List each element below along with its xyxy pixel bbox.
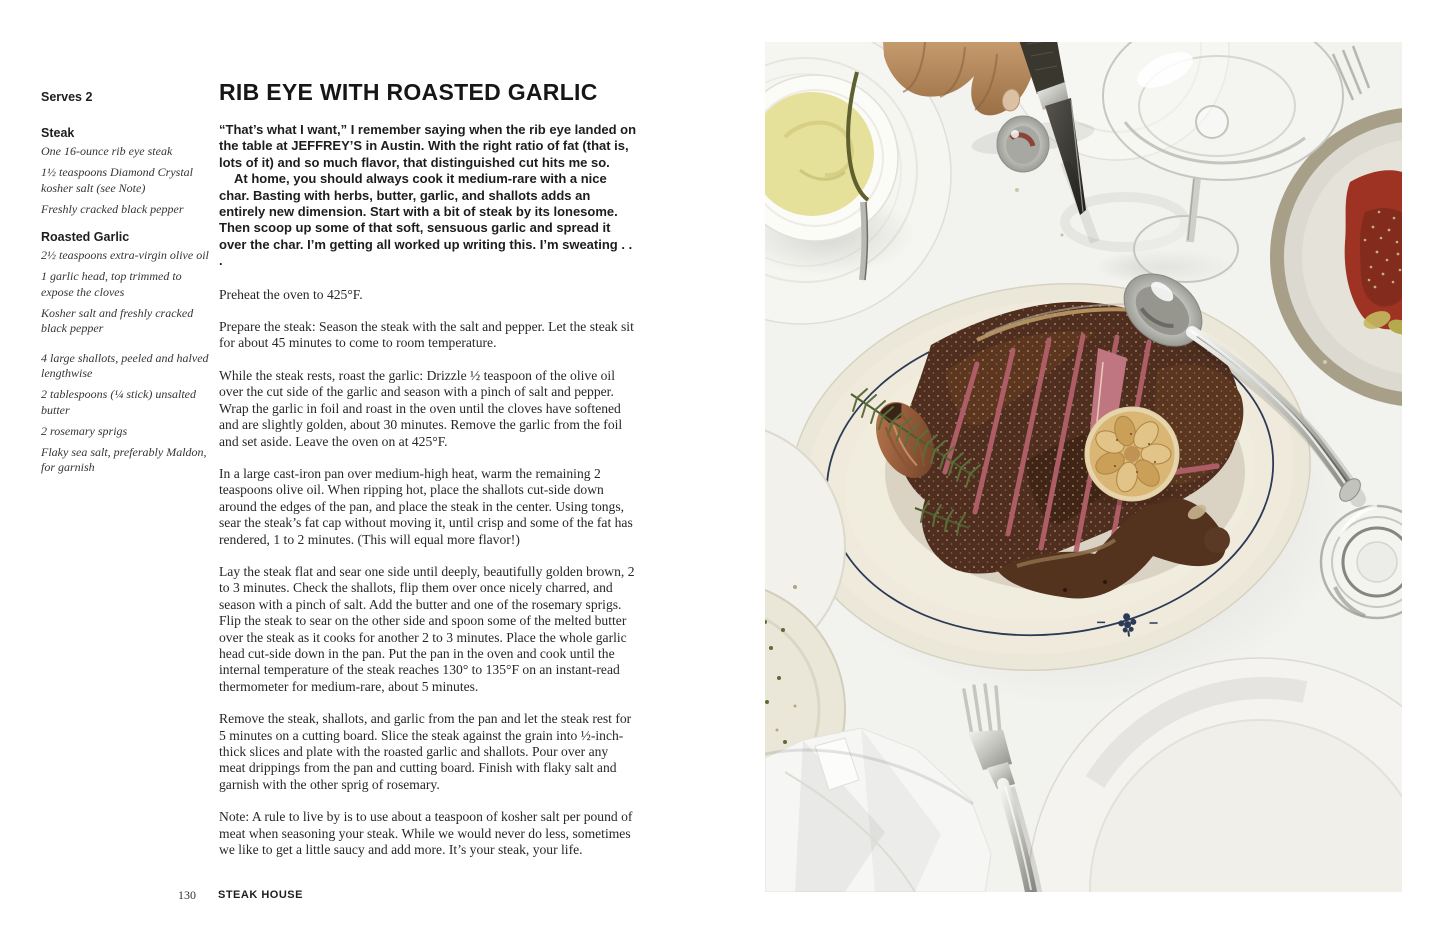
recipe-steps bbox=[219, 287, 638, 859]
ingredient-item: 4 large shallots, peeled and halved lengthwise bbox=[41, 350, 209, 380]
roasted-garlic-head bbox=[1085, 407, 1179, 506]
recipe-intro bbox=[219, 122, 638, 270]
ingredient-item: Flaky sea salt, preferably Maldon, for garnish bbox=[41, 445, 207, 475]
recipe-column bbox=[219, 79, 638, 874]
ingredient-group-steak bbox=[41, 126, 213, 217]
recipe-step: In a large cast-iron pan over medium-high heat, warm the remaining 2 teaspoons olive oil. When ripping hot, place the shallots cut-side down around the edges of the pan, and place the steak in the center. Using tongs, sear the steak’s fat cap without moving it, until crisp and some of the fat has rendered, 1 to 2 minutes. (This will equal more flavor!) bbox=[219, 465, 633, 547]
ingredient-group-roasted-garlic bbox=[41, 230, 213, 336]
ingredient-group-additional bbox=[41, 351, 213, 476]
ingredient-item: Freshly cracked black pepper bbox=[41, 201, 184, 216]
ingredient-item: 2 rosemary sprigs bbox=[41, 423, 128, 438]
recipe-step: Prepare the steak: Season the steak with the salt and pepper. Let the steak sit for about 45 minutes to come to room temperature. bbox=[219, 319, 634, 351]
recipe-step: Remove the steak, shallots, and garlic from the pan and let the steak rest for 5 minutes on a cutting board. Slice the steak against the grain into ½-inch-thick slices and plate with the roasted garlic and shallots. Pour over any meat drippings from the pan and cutting board. Finish with flaky salt and garnish with the other sprig of rosemary. bbox=[219, 711, 632, 792]
ingredient-item: One 16-ounce rib eye steak bbox=[41, 144, 173, 158]
ingredient-item: Kosher salt and freshly cracked black pepper bbox=[41, 306, 194, 336]
ingredient-item: 2½ teaspoons extra-virgin olive oil bbox=[41, 248, 209, 263]
recipe-step: While the steak rests, roast the garlic: Drizzle ½ teaspoon of the olive oil over the cut side of the garlic and season with a pinch of salt and pepper. Wrap the garlic in foil and roast in the oven until the cloves have softened and are slightly golden, about 30 minutes. Remove the garlic from the foil and set aside. Leave the oven on at 425°F. bbox=[219, 367, 623, 449]
recipe-note: Note: A rule to live by is to use about a teaspoon of kosher salt per pound of meat when seasoning your steak. While we would never do less, sometimes we like to get a little saucy and add more. It’s your steak, your life. bbox=[219, 809, 633, 858]
ingredients-column bbox=[41, 90, 213, 489]
ingredient-item: 1½ teaspoons Diamond Crystal kosher salt (see Note) bbox=[41, 165, 194, 195]
tasting-spoon bbox=[997, 116, 1049, 172]
intro-paragraph: “That’s what I want,” I remember saying when the rib eye landed on the table at JEFFREY’S in Austin. With the right ratio of fat (that is, lots of it) and so much flavor, that distinguished cut hits me so. bbox=[219, 122, 637, 170]
recipe-photo bbox=[765, 42, 1402, 892]
recipe-step: Preheat the oven to 425°F. bbox=[219, 286, 363, 302]
ingredient-item: 1 garlic head, top trimmed to expose the cloves bbox=[41, 269, 182, 299]
recipe-step: Lay the steak flat and sear one side until deeply, beautifully golden brown, 2 to 3 minutes. Check the shallots, flip them over once nicely charred, and season with a pinch of salt. Add the butter and one of the rosemary sprigs. Flip the steak to sear on the other side and spoon some of the melted butter over the steak as it cooks for another 2 to 3 minutes. Place the whole garlic head cut-side down in the pan. Put the pan in the oven and cook until the internal temperature of the steak reaches 130° to 135°F on an instant-read thermometer for medium-rare, about 5 minutes. bbox=[219, 563, 635, 694]
intro-paragraph: At home, you should always cook it medium-rare with a nice char. Basting with herbs, butter, garlic, and shallots adds an entirely new dimension. Start with a bit of steak by its lonesome. Then scoop up some of that soft, sensuous garlic and spread it over the char. I’m getting all worked up writing this. I’m sweating . . . bbox=[219, 171, 633, 269]
serves-label: Serves 2 bbox=[41, 90, 93, 104]
ingredient-heading: Roasted Garlic bbox=[41, 230, 130, 245]
chapter-label: STEAK HOUSE bbox=[218, 889, 303, 901]
ingredient-item: 2 tablespoons (¼ stick) unsalted butter bbox=[41, 387, 196, 417]
recipe-title: RIB EYE WITH ROASTED GARLIC bbox=[219, 79, 598, 105]
ingredient-heading: Steak bbox=[41, 126, 75, 140]
page-number: 130 bbox=[178, 888, 196, 902]
